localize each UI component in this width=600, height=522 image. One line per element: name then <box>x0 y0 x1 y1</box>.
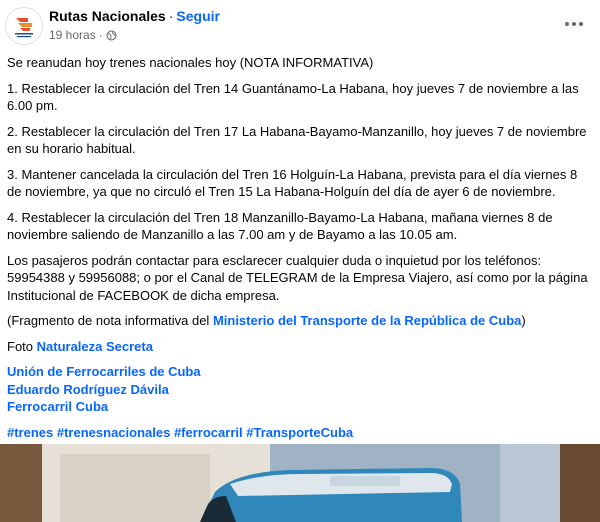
page-avatar[interactable] <box>5 7 43 45</box>
fragment-suffix: ) <box>521 313 526 328</box>
post-header <box>0 0 600 50</box>
page-name-link[interactable]: Rutas Nacionales <box>49 8 166 24</box>
post-timestamp[interactable]: 19 horas <box>49 28 96 42</box>
photo-credit-link[interactable]: Naturaleza Secreta <box>36 338 153 354</box>
tag-line-1 <box>7 363 593 381</box>
more-options-button[interactable] <box>562 12 586 36</box>
photo-prefix: Foto <box>7 338 37 354</box>
more-options-icon <box>564 21 584 27</box>
tag-link-ferrocarriles[interactable]: Unión de Ferrocarriles de Cuba <box>7 364 201 379</box>
name-separator: · <box>168 8 174 24</box>
post-item-2: 2. Restablecer la circulación del Tren 17 La Habana-Bayamo-Manzanillo, hoy jueves 7 de noviembre en su horario habitual. <box>7 123 587 156</box>
hashtag-transportecuba[interactable]: #TransporteCuba <box>246 424 354 440</box>
meta-separator: · <box>98 28 103 42</box>
post-meta <box>49 28 117 42</box>
post-item-3: 3. Mantener cancelada la circulación del Tren 16 Holguín-La Habana, prevista para el día viernes 8 de noviembre, ya que no circuló el Tren 15 La Habana-Holguín del día de ayer 6 de noviembre. <box>7 166 578 199</box>
post-item-4: 4. Restablecer la circulación del Tren 18 Manzanillo-Bayamo-La Habana, mañana viernes 8 de noviembre saliendo de Manzanillo a las 7.00 am y de Bayamo a las 10.05 am. <box>7 209 553 242</box>
tag-line-2 <box>7 381 593 399</box>
globe-icon[interactable] <box>106 30 117 41</box>
post-body <box>7 54 593 449</box>
rutas-nacionales-logo-icon <box>6 8 42 44</box>
hashtag-trenesnacionales[interactable]: #trenesnacionales <box>56 424 171 440</box>
post-fragment <box>7 312 593 330</box>
ministry-link[interactable]: Ministerio del Transporte de la República de Cuba <box>212 313 522 328</box>
fragment-prefix: (Fragmento de nota informativa del <box>7 313 213 328</box>
page-name-row <box>49 8 220 24</box>
tag-line-3 <box>7 398 593 416</box>
tag-link-eduardo[interactable]: Eduardo Rodríguez Dávila <box>7 381 169 397</box>
hashtags <box>7 424 593 442</box>
hashtag-ferrocarril[interactable]: #ferrocarril <box>173 424 243 440</box>
post-item-1: 1. Restablecer la circulación del Tren 14 Guantánamo-La Habana, hoy jueves 7 de noviembre a las 6.00 pm. <box>7 80 579 113</box>
hashtag-trenes[interactable]: #trenes <box>7 424 54 440</box>
train-photo-icon <box>0 444 600 522</box>
post-photo[interactable] <box>0 444 600 522</box>
post-contact: Los pasajeros podrán contactar para esclarecer cualquier duda o inquietud por los teléfonos: 59954388 y 59956088; o por el Canal de TELEGRAM de la Empresa Viajero, así como por la página Institucional de FACEBOOK de dicha empresa. <box>7 252 588 303</box>
post-intro: Se reanudan hoy trenes nacionales hoy (NOTA INFORMATIVA) <box>7 55 374 70</box>
follow-button[interactable]: Seguir <box>176 8 220 24</box>
tag-link-ferrocarril-cuba[interactable]: Ferrocarril Cuba <box>7 399 109 414</box>
post-photo-credit <box>7 338 593 356</box>
